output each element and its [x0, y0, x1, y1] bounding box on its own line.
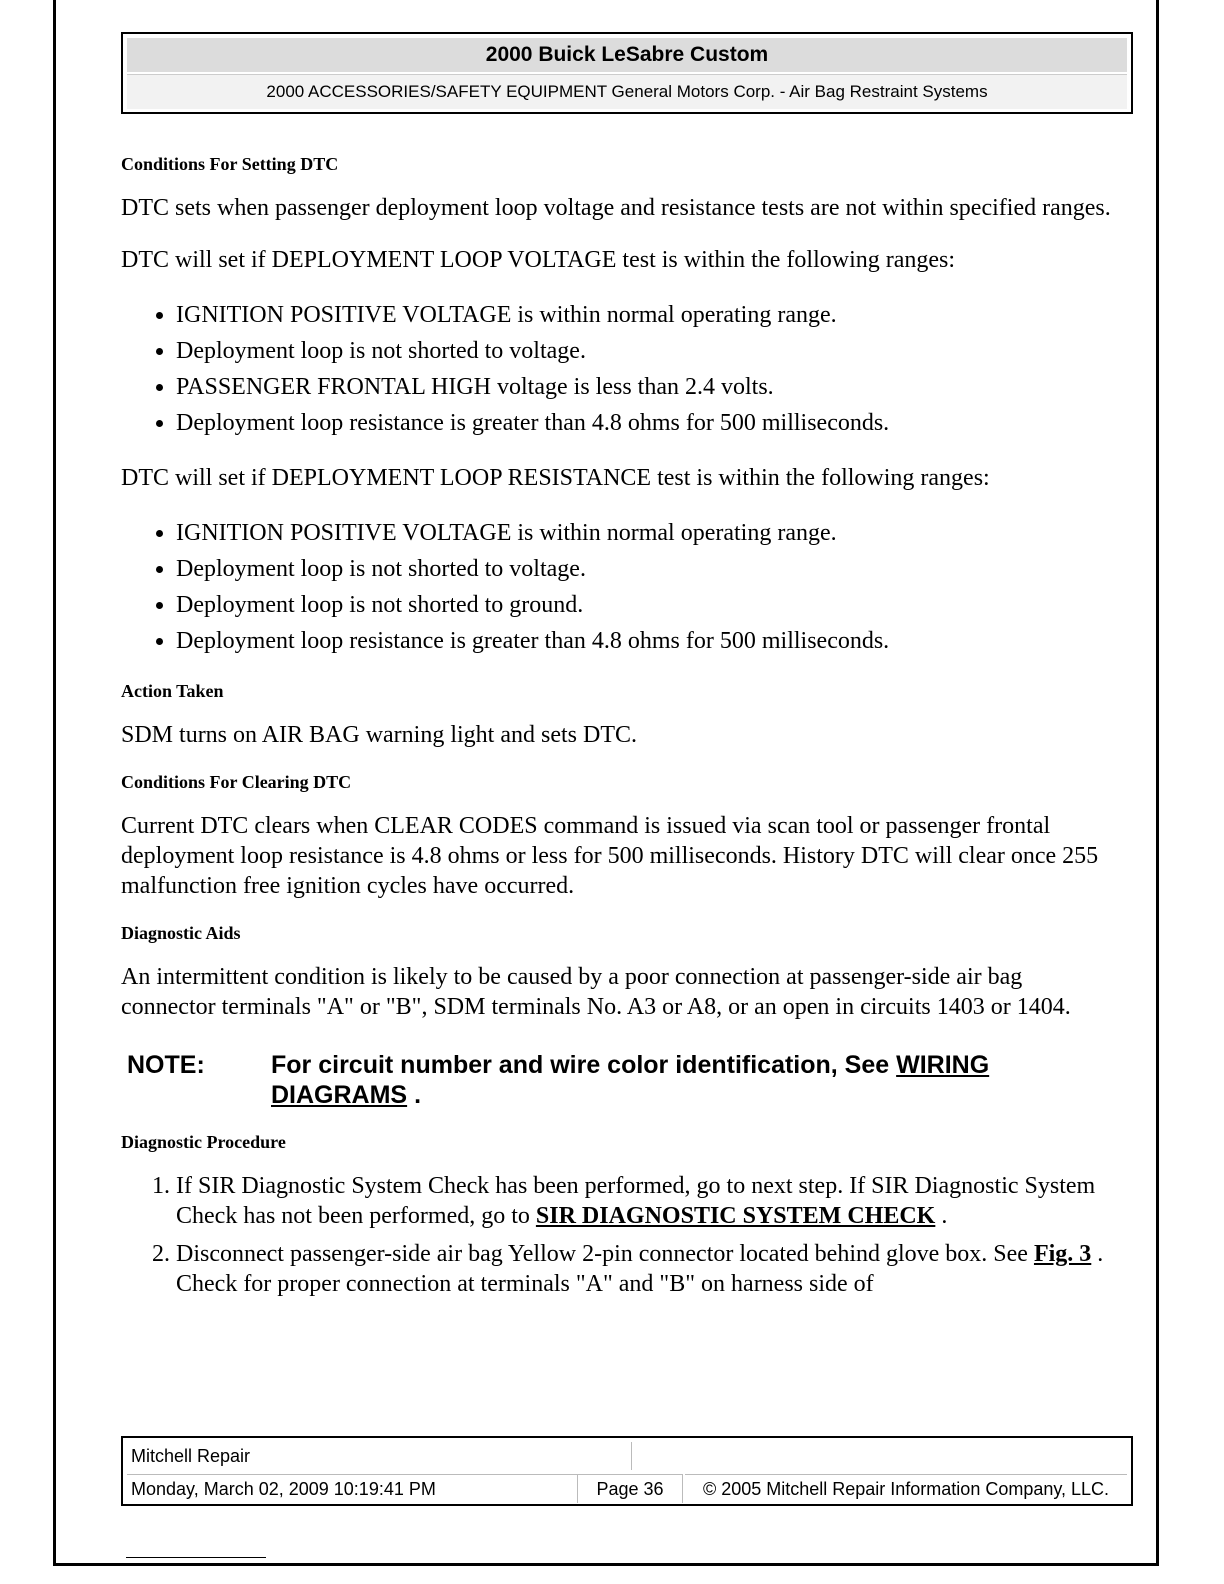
paragraph: Current DTC clears when CLEAR CODES command is issued via scan tool or passenger frontal deployment loop resistance is 4.8 ohms or less for 500 milliseconds. History DTC will clear once 255 malfunction free ignition cycles have occurred. — [121, 813, 1099, 899]
note-text: For circuit number and wire color identification, See WIRING DIAGRAMS . — [271, 1051, 990, 1109]
footer-brand: Mitchell Repair — [131, 1446, 251, 1466]
document-header — [121, 32, 1133, 114]
list-item: • Deployment loop resistance is greater than 4.8 ohms for 500 milliseconds. — [176, 405, 1111, 441]
list-item: • Deployment loop is not shorted to voltage. — [176, 333, 1111, 369]
note-block — [127, 1050, 1111, 1110]
wiring-diagrams-link[interactable]: WIRING DIAGRAMS — [271, 1051, 990, 1109]
footer-empty-cell — [631, 1442, 1127, 1470]
note-label: NOTE: — [127, 1051, 205, 1079]
paragraph: DTC will set if DEPLOYMENT LOOP RESISTANCE test is within the following ranges: — [121, 465, 990, 491]
list-item: • IGNITION POSITIVE VOLTAGE is within normal operating range. — [176, 297, 1111, 333]
heading-action-taken: Action Taken — [121, 681, 224, 701]
paragraph: DTC will set if DEPLOYMENT LOOP VOLTAGE test is within the following ranges: — [121, 247, 956, 273]
paragraph: An intermittent condition is likely to be caused by a poor connection at passenger-side air bag connector terminals "A" or "B", SDM terminals No. A3 or A8, or an open in circuits 1403 or 1404. — [121, 964, 1071, 1020]
list-item: • Deployment loop is not shorted to voltage. — [176, 551, 1111, 587]
voltage-conditions-list — [121, 297, 1111, 441]
footer-date: Monday, March 02, 2009 10:19:41 PM — [127, 1474, 577, 1503]
list-item: • IGNITION POSITIVE VOLTAGE is within normal operating range. — [176, 515, 1111, 551]
paragraph: DTC sets when passenger deployment loop voltage and resistance tests are not within specified ranges. — [121, 195, 1111, 221]
heading-diagnostic-aids: Diagnostic Aids — [121, 923, 241, 943]
footer-copyright: © 2005 Mitchell Repair Information Company, LLC. — [685, 1474, 1127, 1503]
resistance-conditions-list — [121, 515, 1111, 659]
list-item: • Deployment loop resistance is greater than 4.8 ohms for 500 milliseconds. — [176, 623, 1111, 659]
procedure-steps — [121, 1171, 1111, 1299]
heading-diagnostic-procedure: Diagnostic Procedure — [121, 1132, 286, 1152]
divider — [126, 1557, 266, 1558]
list-item: • Deployment loop is not shorted to ground. — [176, 587, 1111, 623]
fig-3-link[interactable]: Fig. 3 — [1033, 1241, 1092, 1267]
document-title: 2000 Buick LeSabre Custom — [127, 38, 1127, 72]
procedure-step: 2. Disconnect passenger-side air bag Yellow 2-pin connector located behind glove box. See Fig. 3 . Check for proper connection at terminals "A" and "B" on harness side of — [176, 1239, 1111, 1299]
heading-setting-dtc: Conditions For Setting DTC — [121, 154, 339, 174]
footer-page-number: Page 36 — [577, 1474, 683, 1503]
document-body — [121, 140, 1111, 1307]
procedure-step: 1. If SIR Diagnostic System Check has been performed, go to next step. If SIR Diagnostic System Check has not been performed, go to SIR DIAGNOSTIC SYSTEM CHECK . — [176, 1171, 1111, 1231]
document-footer — [121, 1436, 1133, 1506]
document-subtitle: 2000 ACCESSORIES/SAFETY EQUIPMENT General Motors Corp. - Air Bag Restraint Systems — [127, 74, 1127, 109]
sir-diagnostic-check-link[interactable]: SIR DIAGNOSTIC SYSTEM CHECK — [535, 1203, 936, 1229]
paragraph: SDM turns on AIR BAG warning light and sets DTC. — [121, 722, 637, 748]
heading-clearing-dtc: Conditions For Clearing DTC — [121, 772, 352, 792]
list-item: • PASSENGER FRONTAL HIGH voltage is less than 2.4 volts. — [176, 369, 1111, 405]
